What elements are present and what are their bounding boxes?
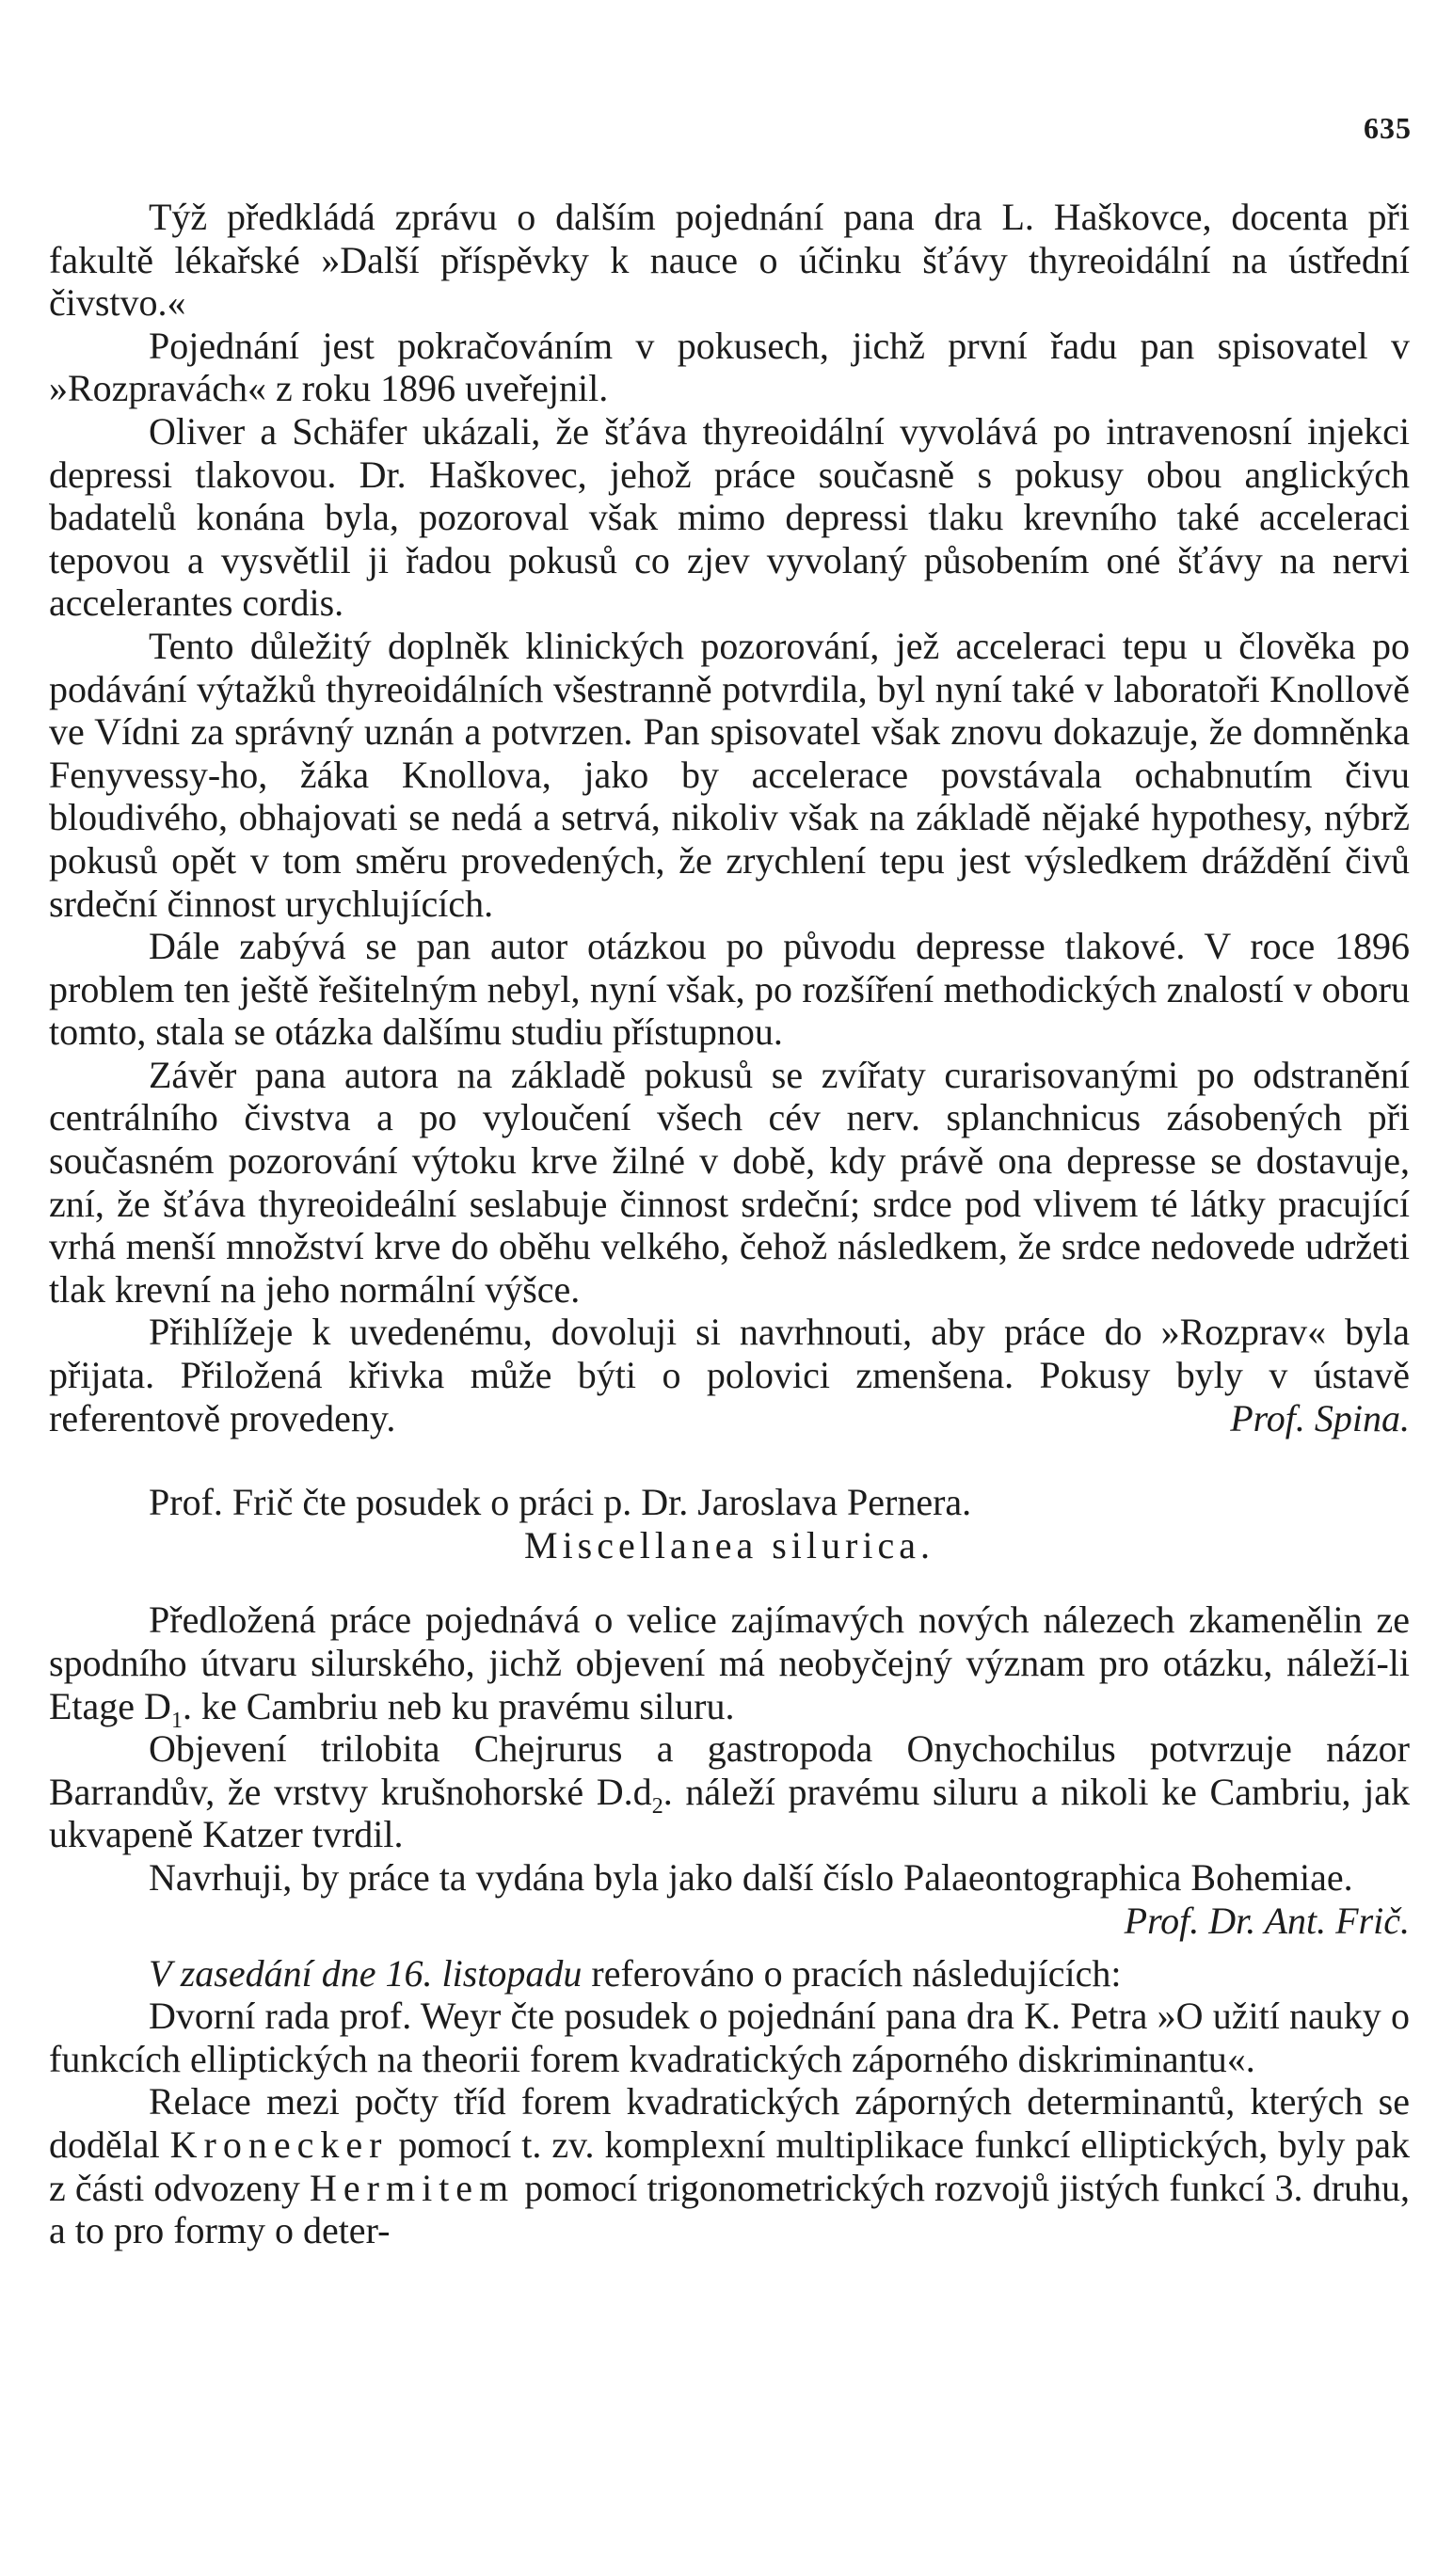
paragraph <box>49 1598 1410 1733</box>
paragraph-text: Přihlížeje k uvedenému, dovoluji si navrhnouti, aby práce do »Rozprav« byla přijata. Přiložená křivka může býti o polovici zmenšena. Pokusy byly v ústavě referentově provedeny. <box>49 1311 1410 1439</box>
session-date: V zasedání dne 16. listopadu <box>149 1951 583 1995</box>
paragraph-with-signature <box>49 1311 1410 1439</box>
paragraph-text: Relace mezi počty tříd forem kvadratických záporných determinantů, kterých se dodělal <box>49 2080 1410 2166</box>
paragraph: Pojednání jest pokračováním v pokusech, jichž první řadu pan spisovatel v »Rozpravách« z roku 1896 uveřejnil. <box>49 324 1410 410</box>
name-kronecker: Kronecker <box>169 2123 389 2166</box>
paragraph: Týž předkládá zprávu o dalším pojednání pana dra L. Haškovce, docenta při fakultě lékařské »Další příspěvky k nauce o účinku šťávy thyreoidální na ústřední čivstvo.« <box>49 196 1410 325</box>
paragraph <box>49 2080 1410 2251</box>
session-intro <box>49 1952 1410 1996</box>
section-title: Miscellanea silurica. <box>524 1523 934 1566</box>
fric-intro: Prof. Frič čte posudek o práci p. Dr. Jaroslava Pernera. <box>149 1481 972 1524</box>
page-content <box>49 196 1410 2252</box>
signature-fric: Prof. Dr. Ant. Frič. <box>1124 1899 1410 1942</box>
paragraph: Tento důležitý doplněk klinických pozorování, jež acceleraci tepu u člověka po podávání výtažků thyreoidálních všestranně potvrdila, byl nyní také v laboratoři Knollově ve Vídni za správný uznán a potvrzen. Pan spisovatel však znovu dokazuje, že domněnka Fenyvessy-ho, žáka Knollova, jako by accelerace povstávala ochabnutím čivu bloudivého, obhajovati se nedá a setrvá, nikoliv však na základě nějaké hypothesy, nýbrž pokusů opět v tom směru provedených, že zrychlení tepu jest výsledkem dráždění čivů srdeční činnost urychlujících. <box>49 624 1410 925</box>
paragraph <box>49 1727 1410 1856</box>
paragraph: Oliver a Schäfer ukázali, že šťáva thyreoidální vyvolává po intravenosní injekci depressi tlakovou. Dr. Haškovec, jehož práce současně s pokusy obou anglických badatelů konána byla, pozoroval však mimo depressi tlaku krevního také acceleraci tepovou a vysvětlil ji řadou pokusů co zjev vyvolaný působením oné šťávy na nervi accelerantes cordis. <box>49 409 1410 625</box>
paragraph-text: pomocí t. zv. komplexní multiplikace funkcí elliptických, byly pak z části odvozeny <box>49 2123 1411 2209</box>
name-hermite: Hermitem <box>310 2166 516 2209</box>
signature-spina: Prof. Spina. <box>1230 1396 1410 1439</box>
session-text: referováno o pracích následujících: <box>582 1951 1122 1995</box>
subscript: 2 <box>651 1793 663 1819</box>
paragraph: Dvorní rada prof. Weyr čte posudek o pojednání pana dra K. Petra »O užití nauky o funkcích elliptických na theorii forem kvadratických záporného diskriminantu«. <box>49 1995 1410 2080</box>
paragraph-text: Navrhuji, by práce ta vydána byla jako další číslo Palaeontographica Bohemiae. <box>149 1855 1353 1899</box>
paragraph-with-signature <box>49 1855 1410 1942</box>
paragraph-text: Předložená práce pojednává o velice zajímavých nových nálezech zkamenělin ze spodního útvaru silurského, jichž objevení má neobyčejný význam pro otázku, náleží-li Etage D <box>49 1598 1410 1727</box>
subscript: 1 <box>170 1708 183 1733</box>
paragraph: Dále zabývá se pan autor otázkou po původu depresse tlakové. V roce 1896 problem ten ještě řešitelným nebyl, nyní však, po rozšíření methodických znalostí v oboru tomto, stala se otázka dalšímu studiu přístupnou. <box>49 925 1410 1054</box>
paragraph-text: . ke Cambriu neb ku pravému siluru. <box>182 1684 735 1727</box>
paragraph-text: Objevení trilobita Chejrurus a gastropoda Onychochilus potvrzuje názor Barrandův, že vrstvy krušnohorské D.d <box>49 1727 1410 1813</box>
paragraph: Závěr pana autora na základě pokusů se zvířaty curarisovanými po odstranění centrálního čivstva a po vyloučení všech cév nerv. splanchnicus zásobených při současném pozorování výtoku krve žilné v době, kdy právě ona depresse se dostavuje, zní, že šťáva thyreoideální seslabuje činnost srdeční; srdce pod vlivem té látky pracující vrhá menší množství krve do oběhu velkého, čehož následkem, že srdce nedovede udržeti tlak krevní na jeho normální výšce. <box>49 1053 1410 1311</box>
page-number: 635 <box>1364 111 1412 145</box>
paragraph-text: pomocí trigonometrických rozvojů jistých funkcí 3. druhu, a to pro formy o deter- <box>49 2166 1410 2252</box>
paragraph-text: . náleží pravému siluru a nikoli ke Cambriu, jak ukvapeně Katzer tvrdil. <box>49 1770 1410 1856</box>
